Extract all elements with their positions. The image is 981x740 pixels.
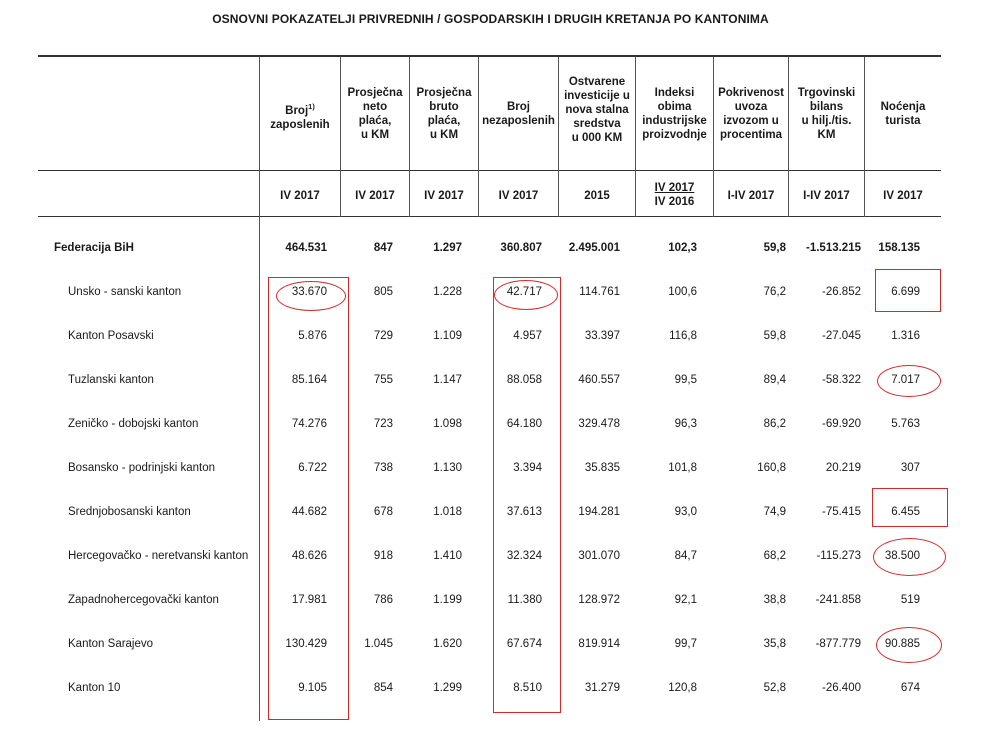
table-cell: 59,8 [763,330,786,342]
header-rule [38,170,941,171]
table-cell: -241.858 [815,594,861,606]
col-divider [259,57,260,721]
table-cell: 329.478 [578,418,620,430]
table-cell: 1.228 [433,286,462,298]
table-cell: 17.981 [291,594,327,606]
table-cell: 96,3 [674,418,697,430]
table-cell: 1.130 [433,462,462,474]
table-cell: 37.613 [506,506,542,518]
table-cell: 74.276 [291,418,327,430]
table-cell: -115.273 [816,550,861,562]
table-cell: 360.807 [500,242,542,254]
period-label: IV 2017 [883,190,923,202]
table-cell: -69.920 [821,418,861,430]
header-investments: Ostvarene investicije u nova stalna sredstva u 000 KM [564,76,630,144]
table-cell: 1.299 [433,682,462,694]
table-cell: 89,4 [763,374,786,386]
table-cell: 85.164 [291,374,327,386]
table-cell: 464.531 [285,242,327,254]
table-cell: 42.717 [506,286,542,298]
table-cell: 3.394 [513,462,542,474]
table-cell: 786 [373,594,393,606]
table-cell: 678 [373,506,393,518]
highlight-box-tourists [872,488,948,527]
row-label-canton: Kanton Posavski [68,330,154,342]
table-cell: 723 [373,418,393,430]
table-cell: -26.400 [821,682,861,694]
table-cell: 64.180 [506,418,542,430]
table-cell: 114.761 [579,286,620,298]
table-cell: 67.674 [506,638,542,650]
table-cell: 88.058 [506,374,542,386]
table-cell: 1.199 [433,594,462,606]
period-label: I-IV 2017 [803,190,850,202]
table-cell: 38,8 [763,594,786,606]
table-cell: 6.455 [891,506,920,518]
table-cell: 1.297 [433,242,462,254]
row-label-canton: Hercegovačko - neretvanski kanton [68,550,249,562]
row-label-canton: Kanton 10 [68,682,121,694]
table-cell: 6.722 [298,462,327,474]
table-cell: 819.914 [578,638,620,650]
table-cell: -75.415 [821,506,861,518]
table-cell: 120,8 [668,682,697,694]
header-gross-salary: Prosječna bruto plaća, u KM [416,87,472,141]
table-cell: 130.429 [285,638,327,650]
header-industry-index: Indeksi obima industrijske proizvodnje [642,87,707,141]
table-cell: 116,8 [669,330,697,342]
table-cell: 1.109 [433,330,462,342]
table-cell: -58.322 [821,374,861,386]
table-cell: -1.513.215 [806,242,861,254]
table-cell: 738 [373,462,393,474]
table-cell: 20.219 [825,462,861,474]
table-cell: 92,1 [674,594,697,606]
table-cell: 31.279 [584,682,620,694]
table-cell: 86,2 [763,418,786,430]
table-cell: 102,3 [668,242,697,254]
table-cell: 128.972 [578,594,620,606]
table-cell: 1.410 [433,550,462,562]
table-cell: 74,9 [763,506,786,518]
table-cell: 9.105 [298,682,327,694]
header-employed: Broj$^{1)}$ zaposlenih [270,102,330,131]
table-cell: 33.670 [291,286,327,298]
table-cell: 4.957 [513,330,542,342]
highlight-oval [276,281,346,311]
table-cell: 854 [373,682,393,694]
table-cell: 32.324 [506,550,542,562]
table-cell: 1.045 [364,638,393,650]
period-label: IV 2017 [355,190,395,202]
table-cell: 99,7 [674,638,697,650]
table-cell: 307 [900,462,920,474]
table-cell: 99,5 [674,374,697,386]
table-cell: -877.779 [815,638,861,650]
table-cell: 160,8 [757,462,786,474]
row-label-canton: Zeničko - dobojski kanton [68,418,199,430]
table-cell: 918 [373,550,393,562]
table-cell: 1.316 [891,330,920,342]
table-cell: 33.397 [584,330,620,342]
table-title: OSNOVNI POKAZATELJI PRIVREDNIH / GOSPODARSKIH I DRUGIH KRETANJA PO KANTONIMA [212,12,769,26]
period-label: 2015 [584,190,610,202]
table-cell: 52,8 [763,682,786,694]
highlight-box-unemployed [493,277,561,713]
table-cell: 90.885 [884,638,920,650]
header-import-coverage: Pokrivenost uvoza izvozom u procentima [718,87,784,141]
table-cell: 68,2 [763,550,786,562]
table-cell: -27.045 [821,330,861,342]
table-cell: 2.495.001 [568,242,620,254]
period-rule [38,216,941,217]
top-rule [38,55,941,57]
table-cell: -26.852 [821,286,861,298]
table-cell: 6.699 [891,286,920,298]
table-cell: 100,6 [668,286,697,298]
period-label: I-IV 2017 [727,190,775,202]
row-label-canton: Kanton Sarajevo [68,638,154,650]
table-cell: 76,2 [763,286,786,298]
table-cell: 11.380 [507,594,542,606]
table-cell: 35.835 [584,462,620,474]
table-cell: 755 [373,374,393,386]
table-cell: 519 [900,594,920,606]
row-label-canton: Tuzlanski kanton [68,374,154,386]
table-cell: 8.510 [513,682,542,694]
table-cell: 101,8 [668,462,697,474]
highlight-oval [873,538,946,576]
table-cell: 7.017 [891,374,920,386]
table-cell: 5.876 [298,330,327,342]
table-cell: 1.018 [433,506,462,518]
row-label-canton: Bosansko - podrinjski kanton [68,462,216,474]
highlight-oval [876,627,942,663]
table-cell: 194.281 [578,506,620,518]
period-label: IV 2017 [280,190,320,202]
row-label-total: Federacija BiH [54,242,134,254]
header-unemployed: Broj nezaposlenih [482,101,555,127]
period-label: IV 2017 [424,190,464,202]
table-cell: 158.135 [878,242,920,254]
table-cell: 674 [900,682,920,694]
table-cell: 460.557 [578,374,620,386]
header-trade-balance: Trgovinski bilans u hilj./tis. KM [797,87,856,141]
table-cell: 5.763 [891,418,920,430]
table-cell: 729 [373,330,393,342]
header-net-salary: Prosječna neto plaća, u KM [347,87,403,141]
table-cell: 1.147 [433,374,462,386]
row-label-canton: Zapadnohercegovački kanton [68,594,219,606]
table-cell: 301.070 [578,550,620,562]
table-cell: 59,8 [763,242,786,254]
row-label-canton: Unsko - sanski kanton [68,286,182,298]
table-cell: 93,0 [674,506,697,518]
highlight-box-tourists [875,269,941,312]
row-label-canton: Srednjobosanski kanton [68,506,191,518]
table-cell: 48.626 [291,550,327,562]
table-cell: 44.682 [291,506,327,518]
highlight-oval [494,280,558,310]
table-cell: 805 [373,286,393,298]
table-cell: 35,8 [763,638,786,650]
period-label-ratio: IV 2017 IV 2016 [654,182,695,208]
table-cell: 1.620 [433,638,462,650]
header-tourist-nights: Noćenja turista [880,101,926,127]
table-cell: 847 [373,242,393,254]
period-label: IV 2017 [498,190,539,202]
table-cell: 1.098 [433,418,462,430]
table-cell: 38.500 [884,550,920,562]
table-cell: 84,7 [674,550,697,562]
highlight-box-employed [268,277,349,720]
highlight-oval [877,365,941,397]
